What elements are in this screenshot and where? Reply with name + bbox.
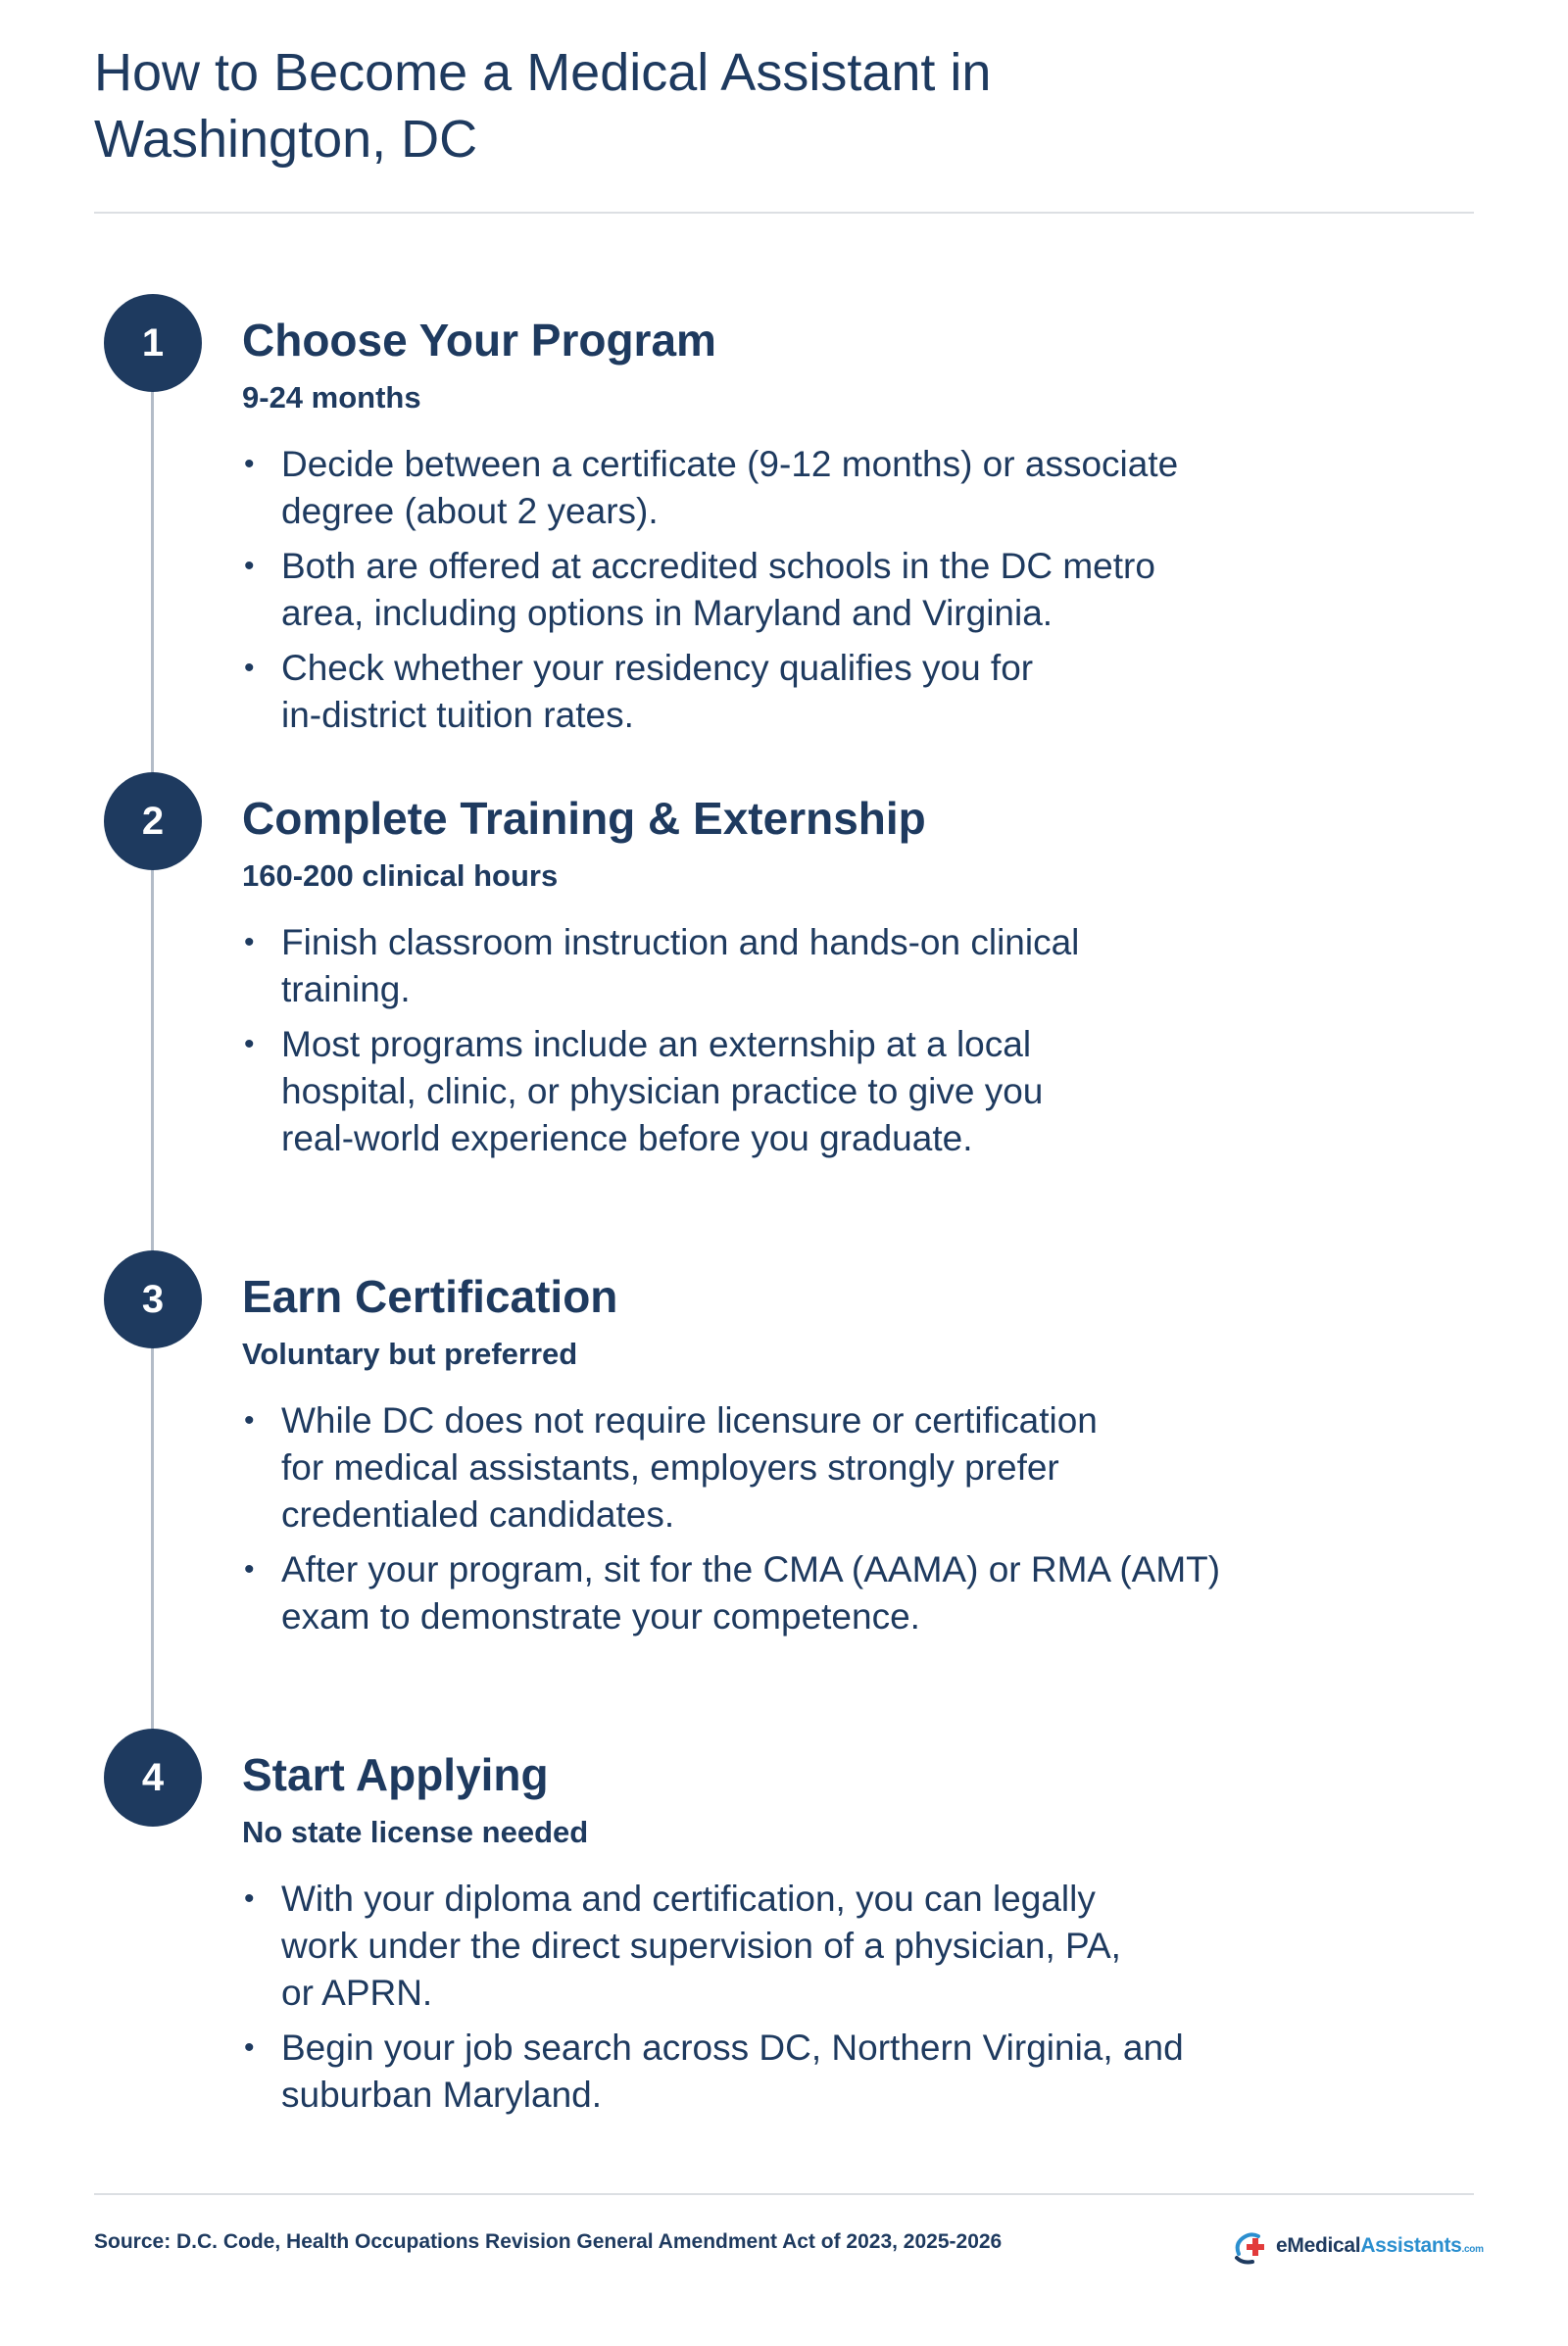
- bullet-line: • While DC does not require licensure or certification: [281, 1400, 1098, 1441]
- step-duration: Voluntary but preferred: [242, 1337, 578, 1371]
- bullet-line: or APRN.: [281, 1973, 433, 2013]
- header-divider: [94, 212, 1474, 214]
- list-item: [242, 441, 1320, 535]
- bullet-line: in-district tuition rates.: [281, 695, 634, 735]
- bullet-line: degree (about 2 years).: [281, 491, 659, 531]
- step-bullet-list: [242, 919, 1320, 1170]
- list-item: [242, 1397, 1320, 1539]
- timeline-line: [151, 343, 154, 1774]
- bullet-line: • Most programs include an externship at a local: [281, 1024, 1032, 1064]
- page-title-line-1: How to Become a Medical Assistant in: [94, 43, 992, 102]
- logo-wordmark-part1: eMedical: [1276, 2234, 1361, 2257]
- bullet-line: • With your diploma and certification, you can legally: [281, 1879, 1096, 1919]
- list-item: [242, 2025, 1320, 2119]
- bullet-line: credentialed candidates.: [281, 1494, 675, 1535]
- page-title-line-2: Washington, DC: [94, 110, 478, 169]
- bullet-line: real-world experience before you graduate.: [281, 1118, 973, 1158]
- list-item: [242, 543, 1320, 637]
- step-duration: 9-24 months: [242, 380, 421, 415]
- source-citation: Source: D.C. Code, Health Occupations Revision General Amendment Act of 2023, 2025-2026: [94, 2230, 1003, 2253]
- logo-wordmark-part2: Assistants: [1360, 2234, 1462, 2257]
- bullet-line: training.: [281, 969, 411, 1009]
- bullet-line: • Finish classroom instruction and hands-on clinical: [281, 922, 1080, 962]
- bullet-line: • Decide between a certificate (9-12 months) or associate: [281, 444, 1179, 484]
- step-bullet-list: [242, 1876, 1320, 2126]
- bullet-line: suburban Maryland.: [281, 2075, 603, 2115]
- list-item: [242, 645, 1320, 739]
- list-item: [242, 1021, 1320, 1162]
- list-item: [242, 919, 1320, 1013]
- list-item: [242, 1546, 1320, 1640]
- bullet-line: • Both are offered at accredited schools in the DC metro: [281, 546, 1155, 586]
- bullet-line: • Check whether your residency qualifies you for: [281, 648, 1034, 688]
- bullet-line: hospital, clinic, or physician practice to give you: [281, 1071, 1044, 1111]
- site-logo[interactable]: [1229, 2224, 1484, 2268]
- logo-wordmark-suffix: .com: [1461, 2244, 1484, 2255]
- step-title: Complete Training & Externship: [242, 793, 926, 844]
- step-bullet-list: [242, 441, 1320, 747]
- list-item: [242, 1876, 1320, 2017]
- step-number-badge: 1: [104, 294, 202, 392]
- step-number-badge: 3: [104, 1250, 202, 1348]
- logo-wordmark: [1276, 2234, 1484, 2258]
- step-number-badge: 2: [104, 772, 202, 870]
- step-bullet-list: [242, 1397, 1320, 1648]
- bullet-line: • After your program, sit for the CMA (AAMA) or RMA (AMT): [281, 1549, 1221, 1589]
- bullet-line: • Begin your job search across DC, Northern Virginia, and: [281, 2028, 1184, 2068]
- bullet-line: work under the direct supervision of a physician, PA,: [281, 1926, 1121, 1966]
- medical-cross-logo-icon: [1229, 2224, 1272, 2268]
- step-title: Start Applying: [242, 1749, 549, 1800]
- page-title: [94, 39, 1270, 172]
- step-duration: 160-200 clinical hours: [242, 858, 559, 893]
- step-duration: No state license needed: [242, 1815, 589, 1849]
- bullet-line: area, including options in Maryland and Virginia.: [281, 593, 1054, 633]
- bullet-line: exam to demonstrate your competence.: [281, 1596, 920, 1637]
- step-number-badge: 4: [104, 1729, 202, 1827]
- step-title: Choose Your Program: [242, 315, 716, 366]
- bullet-line: for medical assistants, employers strongly prefer: [281, 1447, 1059, 1488]
- step-title: Earn Certification: [242, 1271, 618, 1322]
- footer-divider: [94, 2193, 1474, 2195]
